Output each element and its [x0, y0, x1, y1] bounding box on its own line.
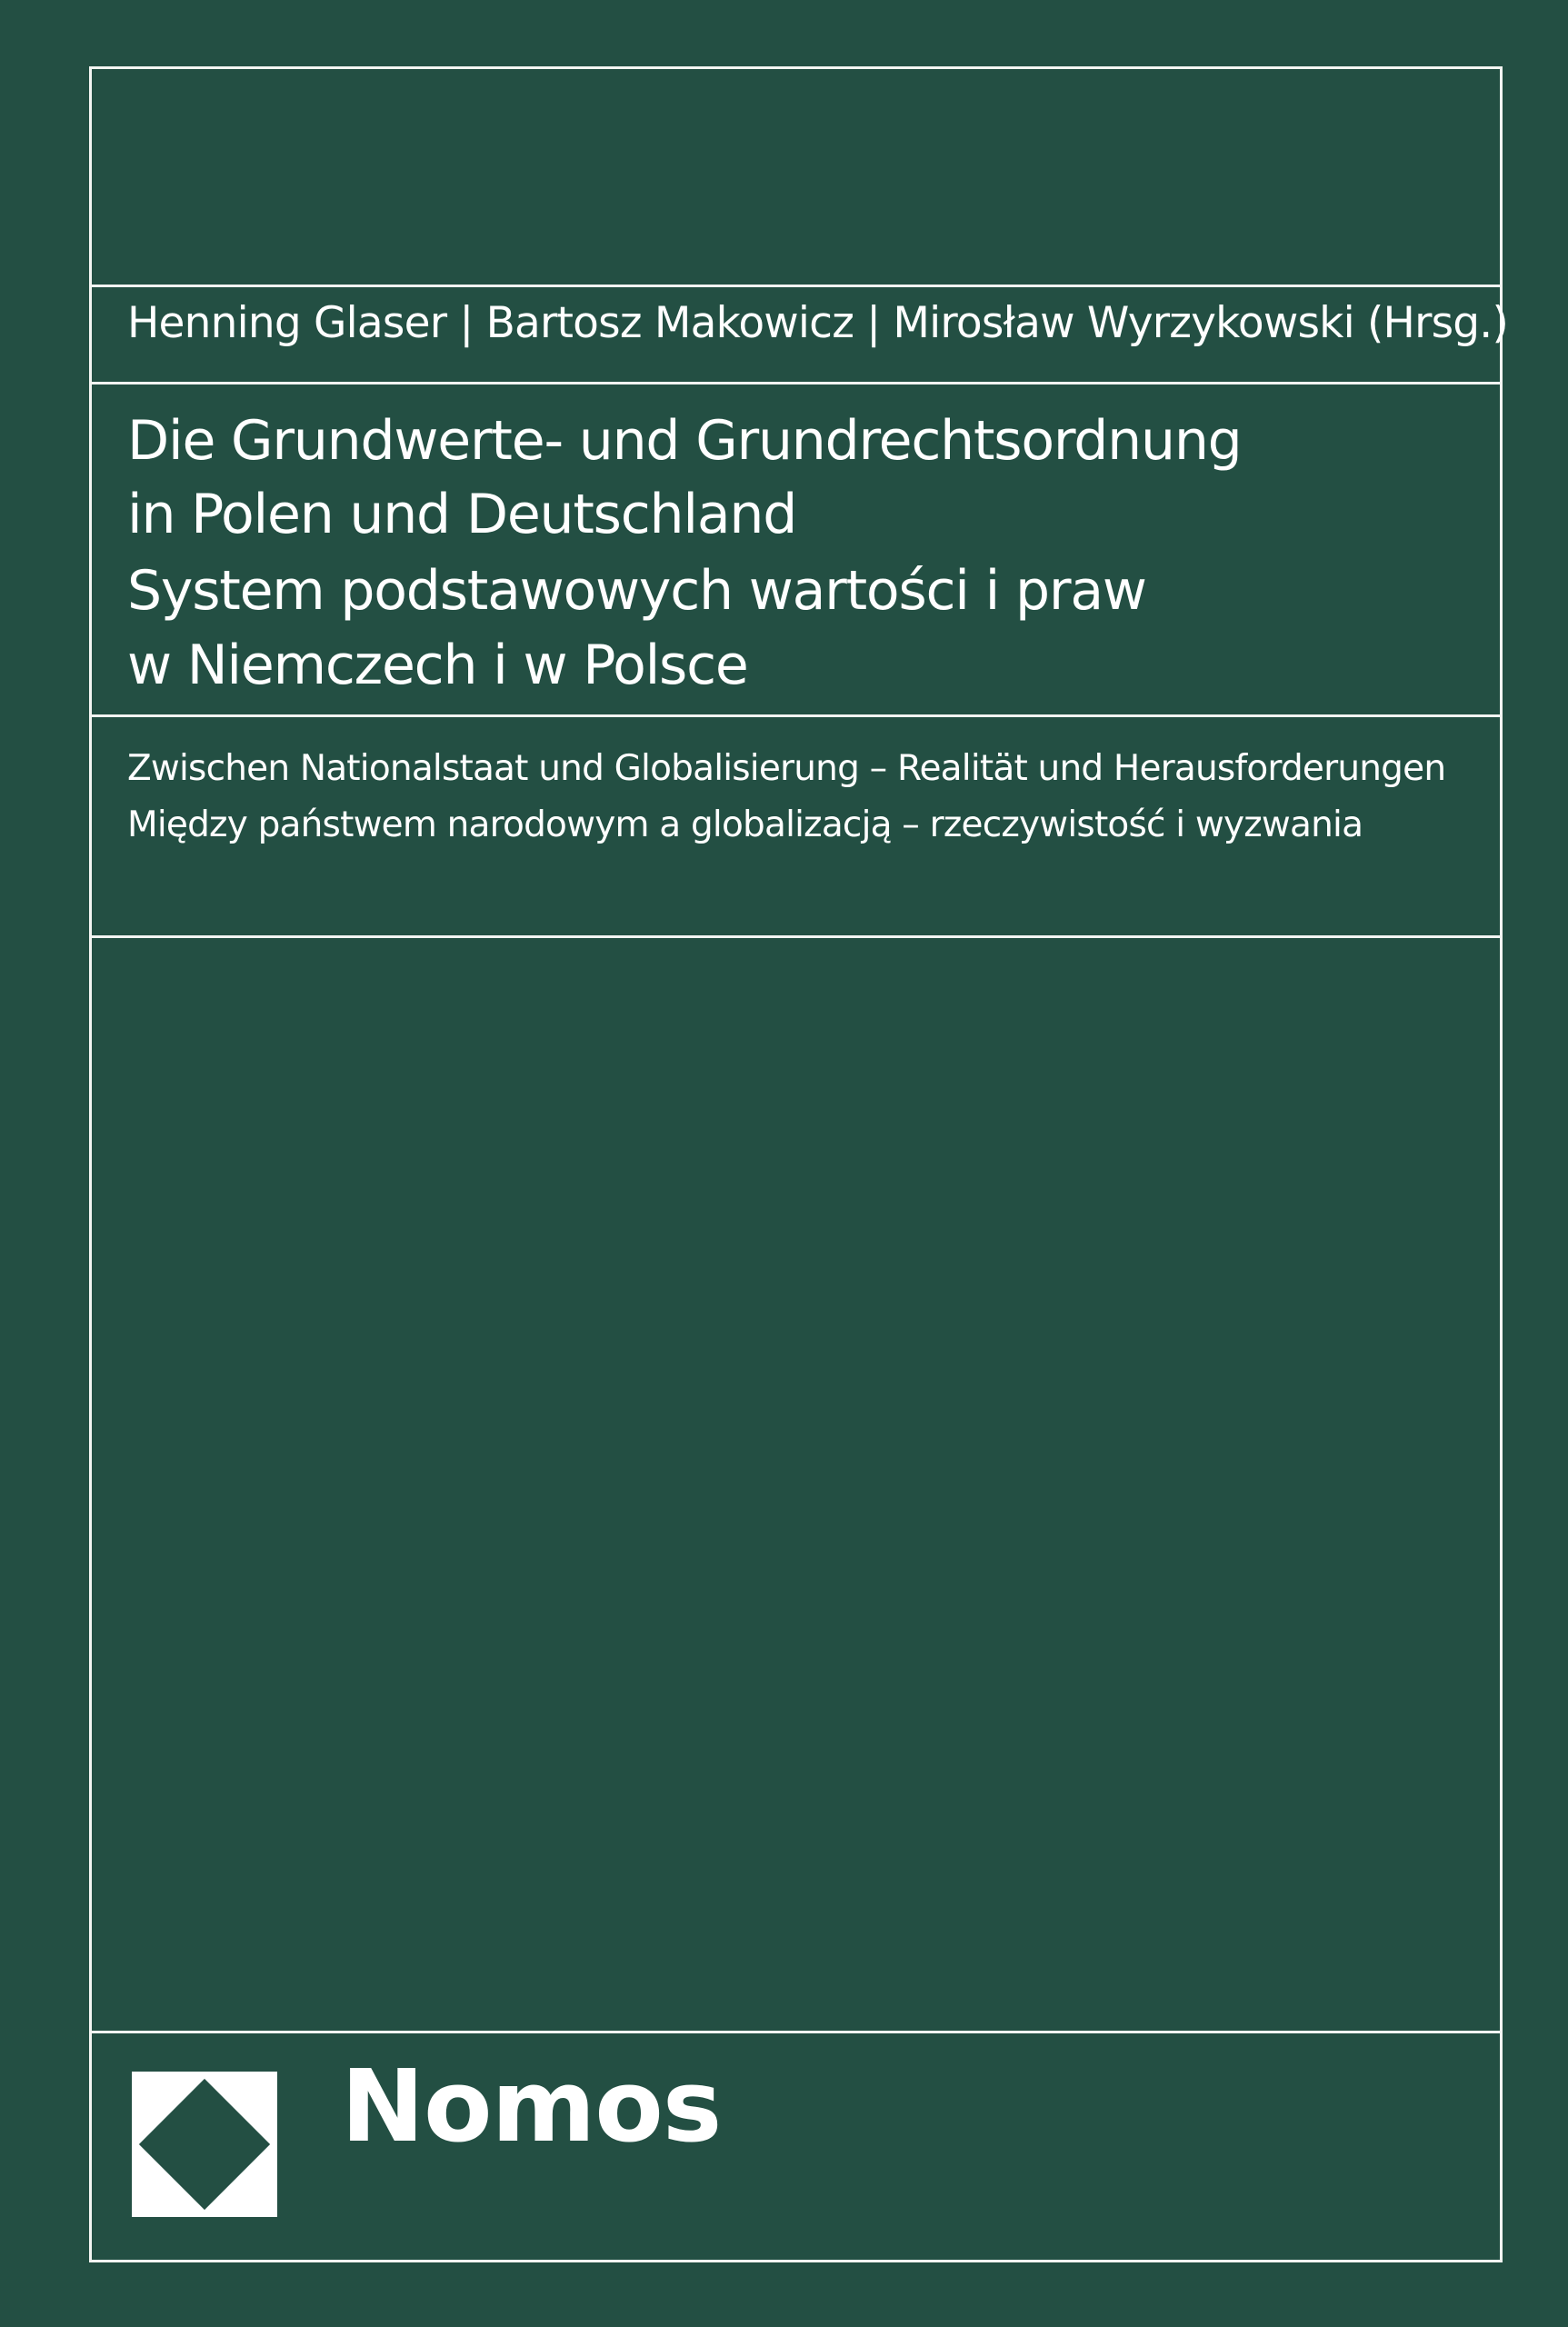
title-line-4: w Niemczech i w Polsce — [127, 634, 748, 697]
divider-subtitle — [89, 714, 1503, 717]
divider-top — [89, 285, 1503, 287]
cover-frame — [89, 66, 1503, 2262]
subtitle-line-1: Zwischen Nationalstaat und Globalisierung – Realität und Herausforderungen — [127, 748, 1446, 789]
authors: Henning Glaser | Bartosz Makowicz | Mirosław Wyrzykowski (Hrsg.) — [127, 298, 1508, 348]
title-line-1: Die Grundwerte- und Grundrechtsordnung — [127, 409, 1242, 473]
title-line-3: System podstawowych wartości i praw — [127, 559, 1146, 623]
divider-title — [89, 382, 1503, 385]
logo-diamond — [139, 2079, 270, 2210]
publisher-name: Nomos — [341, 2048, 722, 2164]
divider-publisher — [89, 2031, 1503, 2033]
subtitle-line-2: Między państwem narodowym a globalizacją – rzeczywistość i wyzwania — [127, 804, 1363, 845]
title-line-2: in Polen und Deutschland — [127, 483, 797, 546]
nomos-logo-icon — [132, 2072, 277, 2217]
divider-body — [89, 935, 1503, 938]
